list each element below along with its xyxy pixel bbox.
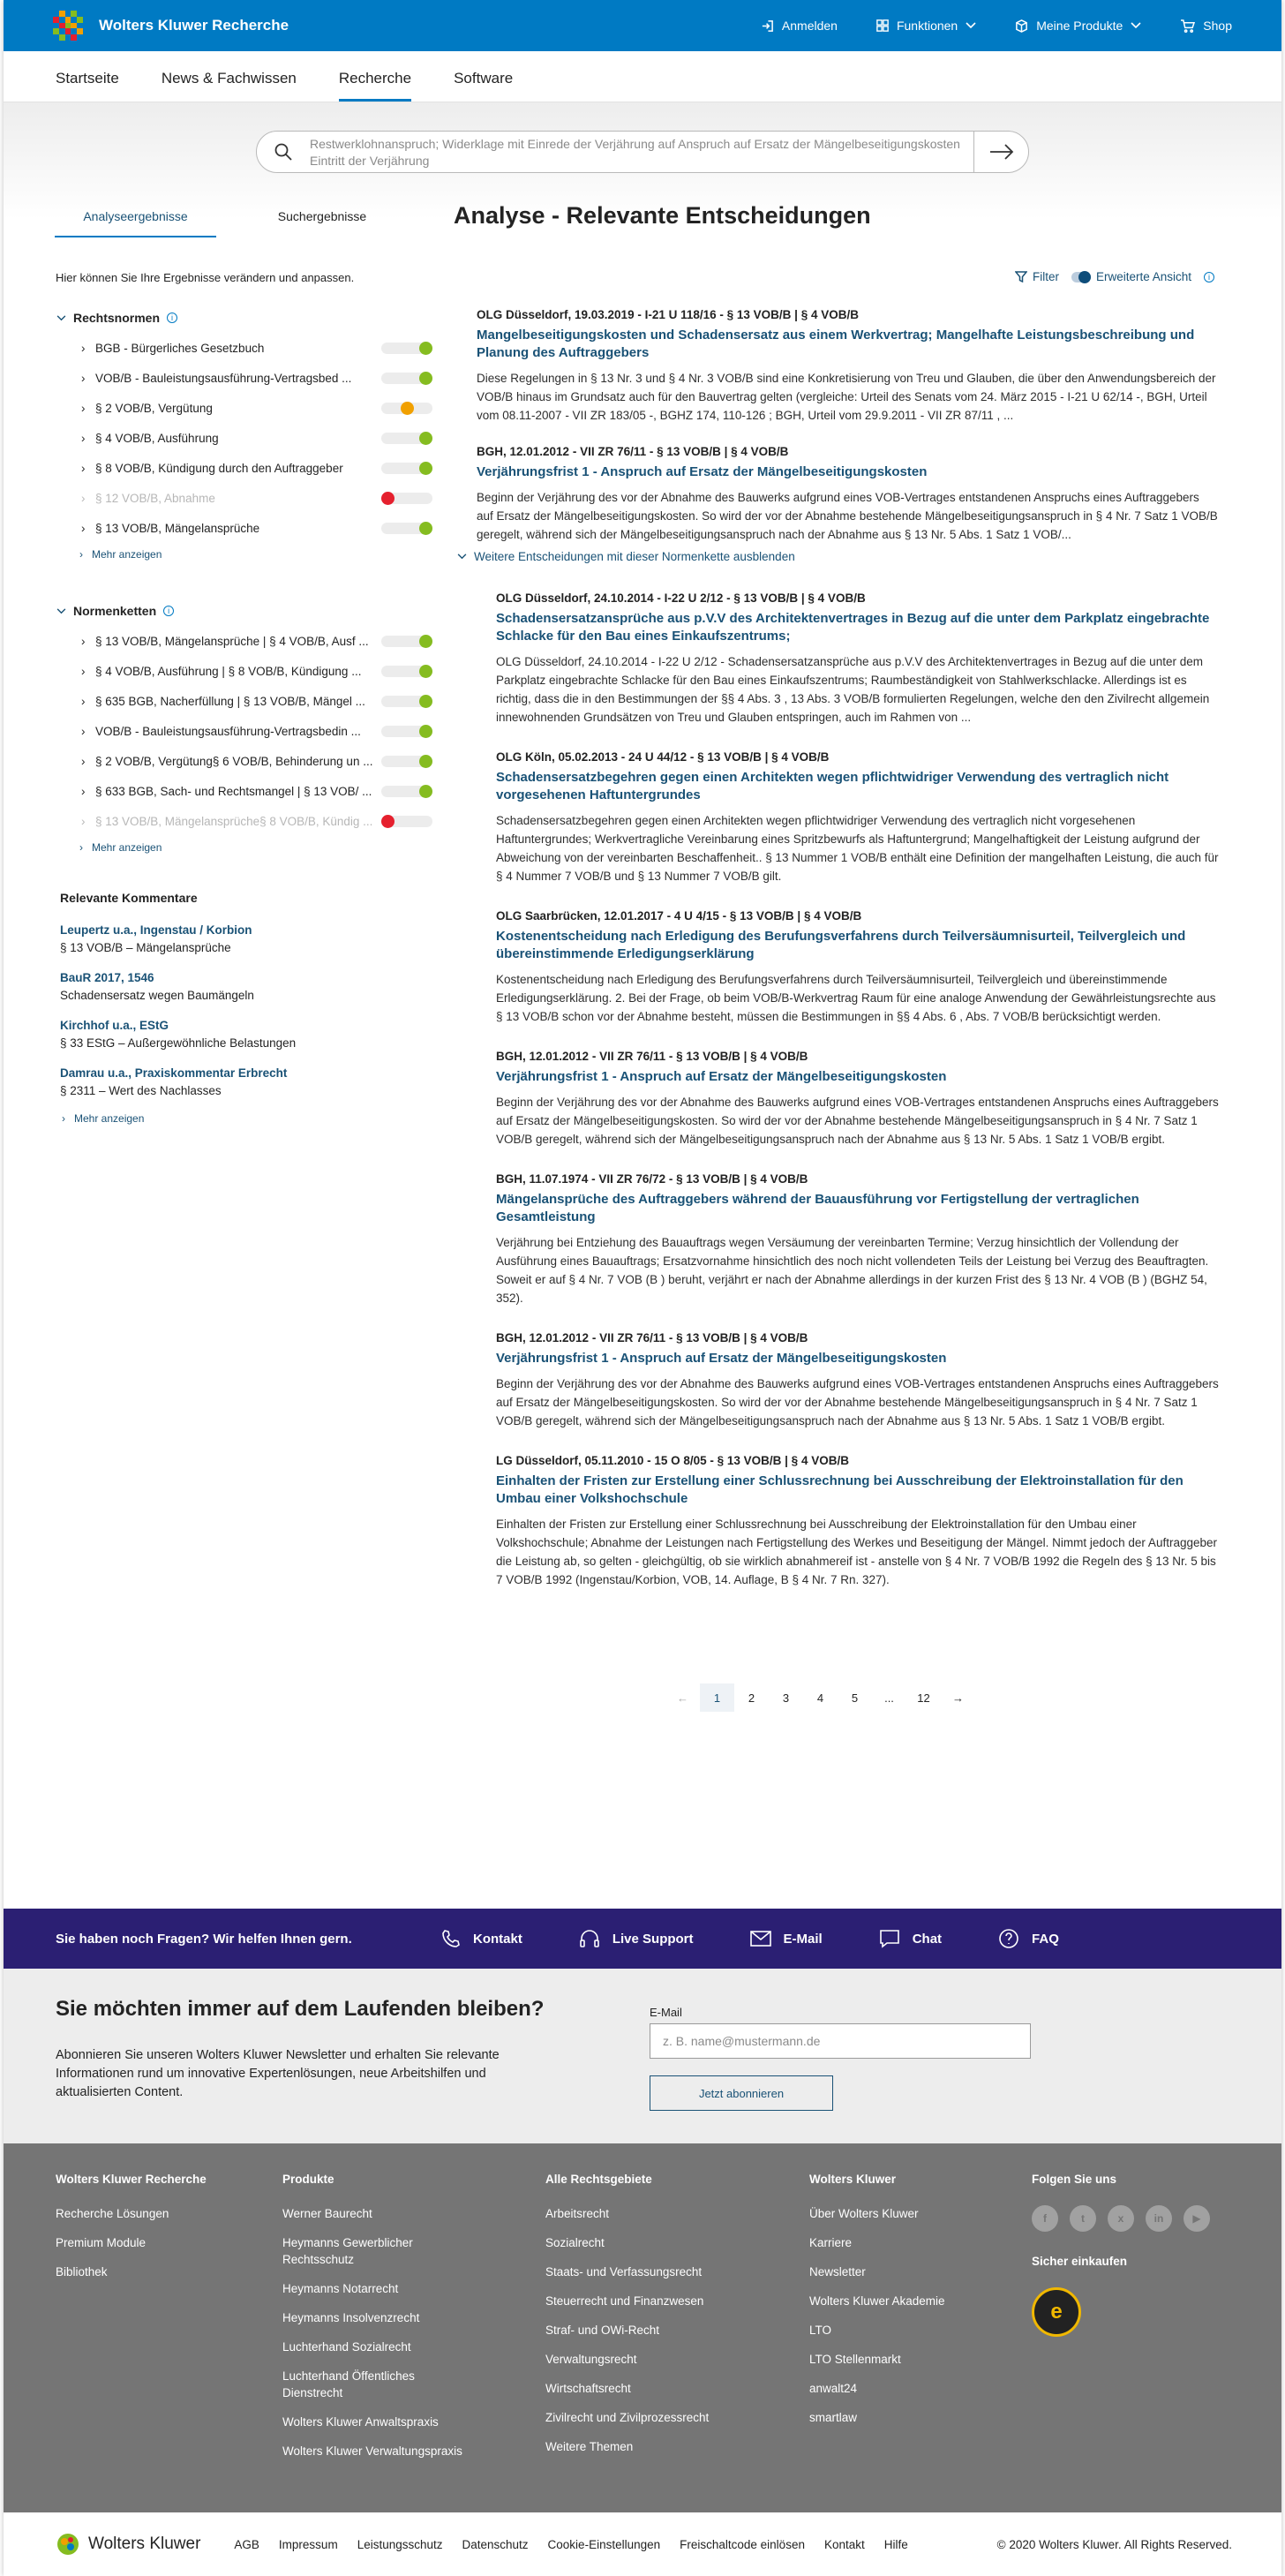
logo-icon — [56, 2533, 79, 2556]
footer-link[interactable]: Luchterhand Sozialrecht — [282, 2340, 411, 2354]
results-content — [4, 202, 1281, 1909]
footer-link[interactable]: Bibliothek — [56, 2265, 108, 2278]
result-item — [496, 1049, 1221, 1149]
normenketten-item[interactable] — [56, 626, 436, 656]
status-toggle[interactable] — [381, 726, 432, 737]
kommentar-item[interactable] — [60, 1065, 436, 1100]
chevron-right-icon: › — [81, 521, 86, 535]
footer-link[interactable]: Steuerrecht und Finanzwesen — [545, 2294, 704, 2308]
linkedin-icon[interactable]: in — [1146, 2205, 1172, 2232]
top-bar — [4, 0, 1281, 51]
faq-link[interactable]: FAQ — [998, 1928, 1059, 1949]
status-dot — [419, 635, 432, 648]
footer-link[interactable]: Wolters Kluwer Anwaltspraxis — [282, 2415, 439, 2429]
result-meta: BGH, 12.01.2012 - VII ZR 76/11 - § 13 VOB/B | § 4 VOB/B — [477, 445, 789, 458]
status-dot — [419, 695, 432, 708]
result-snippet: Beginn der Verjährung des vor der Abnahme des Bauwerks aufgrund eines VOB-Vertrages entstandenen Anspruchs eines Auftraggebers auf Ersatz der Mängelbeseitigungskosten. So wird der vor der Abnahme bestehende Mängelbeseitigungsanspruch in § 4 Nr. 7 Satz 1 VOB/B geregelt, während sich der Mängelbeseitigungsanspruch nach der Abnahme aus § 13 Nr. 5 Abs. 1 Satz 1 VOB/B ergibt. — [496, 1096, 1219, 1146]
info-icon[interactable]: i — [1204, 272, 1214, 282]
box-icon — [1015, 19, 1028, 33]
page-5[interactable]: 5 — [851, 1691, 859, 1705]
result-title-link[interactable]: Schadensersatzbegehren gegen einen Architekten wegen pflichtwidriger Verwendung des vertraglich nicht vorgesehenen Haftuntergrundes — [496, 770, 1169, 802]
normenketten-more-link[interactable]: › Mehr anzeigen — [79, 841, 162, 854]
datenschutz-link[interactable]: Datenschutz — [462, 2537, 529, 2551]
result-meta: LG Düsseldorf, 05.11.2010 - 15 O 8/05 - § 13 VOB/B | § 4 VOB/B — [496, 1454, 849, 1467]
chevron-right-icon: › — [81, 491, 86, 505]
headset-icon — [579, 1929, 600, 1948]
bottom-logo[interactable]: Wolters Kluwer — [56, 2533, 200, 2556]
page-ellipsis: ... — [884, 1691, 894, 1705]
newsletter-title: Sie möchten immer auf dem Laufenden bleiben? — [56, 1997, 545, 2021]
chevron-right-icon: › — [81, 341, 86, 355]
agb-link[interactable]: AGB — [234, 2537, 259, 2551]
safe-shopping-title: Sicher einkaufen — [1032, 2255, 1128, 2268]
normenketten-item[interactable] — [56, 776, 436, 806]
hilfe-link[interactable]: Hilfe — [883, 2537, 908, 2551]
search-submit-button[interactable] — [973, 132, 1028, 172]
result-item — [496, 1330, 1221, 1430]
normenketten-item-label: § 13 VOB/B, Mängelansprüche§ 8 VOB/B, Kündig ... — [95, 814, 373, 828]
footer-link[interactable]: Heymanns Insolvenzrecht — [282, 2311, 420, 2324]
kommentar-item[interactable] — [60, 922, 436, 957]
footer-link[interactable]: LTO — [809, 2324, 832, 2337]
rechtsnormen-item-label: § 13 VOB/B, Mängelansprüche — [95, 521, 260, 535]
live-support-link[interactable]: Live Support — [579, 1929, 694, 1948]
status-toggle[interactable] — [381, 343, 432, 354]
shop-link[interactable]: Shop — [1180, 19, 1232, 33]
result-snippet: Diese Regelungen in § 13 Nr. 3 und § 4 Nr. 3 VOB/B sind eine Konkretisierung von Treu und Glauben, die über den Anwendungsbereich der VOB/B hinaus im Grundsatz auch für den Bauvertrag gelten (vergleiche: Urteil des Senats vom 24. März 2015 - I-21 U 62/14 -, BGH, Urteil vom 08.11-2007 - VII ZR 183/05 -, BGHZ 174, 110-126 ; BGH, Urteil vom 29.9.2011 - VII ZR 87/11 , ... — [477, 372, 1216, 422]
status-toggle[interactable] — [381, 493, 432, 504]
footer-link[interactable]: Wolters Kluwer Verwaltungspraxis — [282, 2444, 462, 2458]
footer-link[interactable]: Über Wolters Kluwer — [809, 2207, 919, 2220]
email-link[interactable]: E-Mail — [750, 1931, 823, 1947]
footer-col-title: Alle Rechtsgebiete — [545, 2173, 652, 2186]
footer-link[interactable]: Straf- und OWi-Recht — [545, 2324, 660, 2337]
status-toggle[interactable] — [381, 433, 432, 444]
normenketten-item[interactable] — [56, 746, 436, 776]
footer-link[interactable]: Arbeitsrecht — [545, 2207, 610, 2220]
result-item — [496, 1171, 1221, 1307]
footer-col-title: Wolters Kluwer Recherche — [56, 2173, 207, 2186]
status-toggle[interactable] — [381, 636, 432, 647]
newsletter-text: Abonnieren Sie unseren Wolters Kluwer Newsletter und erhalten Sie relevante Informationen rund um innovative Expertenlösungen, neue Arbeitshilfen und aktualisierten Content. — [56, 2048, 500, 2099]
chevron-right-icon: › — [81, 634, 86, 648]
left-hint: Hier können Sie Ihre Ergebnisse verändern und anpassen. — [56, 271, 355, 284]
toggle-switch[interactable] — [1071, 272, 1091, 282]
normenketten-item-label: § 4 VOB/B, Ausführung | § 8 VOB/B, Kündigung ... — [95, 664, 362, 678]
result-snippet: Einhalten der Fristen zur Erstellung einer Schlussrechnung bei Ausschreibung der Elektroinstallation für den Umbau einer Volkshochschule; Abnahme der Leistungen nach Fertigstellung des Werkes und Beseitigung der Mängel. Nimmt jedoch der Auftraggeber die Leistung ab, so gelten - gleichgültig, ob sie wirklich abnahmereif ist - anstelle von § 4 Nr. 7 VOB/B 1992 die Regeln des § 13 Nr. 5 bis 7 VOB/B 1992 (Ingenstau/Korbion, VOB, 14. Auflage, B § 4 Nr. 7 Rn. 327). — [496, 1518, 1217, 1586]
result-tabs — [55, 209, 375, 237]
footer-link[interactable]: Weitere Themen — [545, 2440, 634, 2453]
sub-results-list — [496, 591, 1221, 1612]
footer-link[interactable]: Wolters Kluwer Akademie — [809, 2294, 945, 2308]
rechtsnormen-item[interactable] — [56, 363, 436, 393]
footer-col-wk — [809, 2173, 1003, 2438]
result-title-link[interactable]: Verjährungsfrist 1 - Anspruch auf Ersatz der Mängelbeseitigungskosten — [477, 464, 928, 479]
result-snippet: OLG Düsseldorf, 24.10.2014 - I-22 U 2/12 - Schadensersatzansprüche aus p.V.V des Architektenvertrages in Bezug auf die unter dem Parkplatz eingebrachte Schlacke für den Bau eines Einkaufszentrums; Raumbeständigkeit von Stahlwerkschlacke. Allerdings ist es richtig, dass die in den Bestimmungen der §§ 4 Abs. 3 , 13 Abs. 3 VOB/B formulierten Regelungen, welche den den Zivilrecht allgemein innewohnenden Grundsätzen von Treu und Glauben entspringen, auch im Rahmen von ... — [496, 655, 1210, 724]
status-toggle[interactable] — [381, 816, 432, 827]
kommentar-subtitle: § 2311 – Wert des Nachlasses — [60, 1084, 222, 1097]
help-circle-icon — [998, 1928, 1019, 1949]
brand-logo[interactable] — [53, 11, 289, 41]
result-title-link[interactable]: Verjährungsfrist 1 - Anspruch auf Ersatz der Mängelbeseitigungskosten — [496, 1351, 947, 1366]
chevron-down-icon — [56, 608, 66, 614]
footer-link[interactable]: Karriere — [809, 2236, 853, 2249]
chevron-right-icon: › — [81, 401, 86, 415]
footer-link[interactable]: Verwaltungsrecht — [545, 2353, 637, 2366]
status-dot — [419, 755, 432, 768]
chevron-down-icon — [1131, 22, 1141, 29]
result-meta: BGH, 12.01.2012 - VII ZR 76/11 - § 13 VOB/B | § 4 VOB/B — [496, 1050, 808, 1063]
result-snippet: Kostenentscheidung nach Erledigung des Berufungsverfahrens durch Teilversäumnisurteil, Teilvergleich und übereinstimmende Erledigungserklärung. 2. Bei der Frage, ob beim VOB/B-Werkvertrag Raum für eine analoge Anwendung der Gewährleistungsrechte aus § 13 VOB/B schon vor der Abnahme besteht, müssen die Bestimmungen in §§ 4 Abs. 6 , Abs. 7 VOB/B berücksichtigt werden. — [496, 973, 1216, 1023]
functions-menu[interactable]: Funktionen — [876, 19, 976, 33]
page-1[interactable]: 1 — [700, 1683, 734, 1712]
kommentar-title[interactable]: Leupertz u.a., Ingenstau / Korbion — [60, 923, 252, 937]
extended-view-toggle[interactable]: Erweiterte Ansicht — [1071, 270, 1191, 283]
footer-link[interactable]: Heymanns Gewerblicher Rechtsschutz — [282, 2236, 413, 2266]
rechtsnormen-item[interactable] — [56, 393, 436, 423]
result-title-link[interactable]: Schadensersatzansprüche aus p.V.V des Architektenvertrages in Bezug auf die unter dem Parkplatz eingebrachte Schlacke für den Bau eines Einkaufszentrums; — [496, 611, 1210, 644]
status-toggle[interactable] — [381, 666, 432, 677]
footer-link[interactable]: Heymanns Notarrecht — [282, 2282, 399, 2295]
chevron-right-icon: › — [81, 371, 86, 385]
page-title: Analyse - Relevante Entscheidungen — [454, 202, 871, 229]
footer-link[interactable]: Staats- und Verfassungsrecht — [545, 2265, 703, 2278]
status-dot — [419, 342, 432, 355]
rechtsnormen-item-label: § 2 VOB/B, Vergütung — [95, 401, 213, 415]
result-meta: BGH, 12.01.2012 - VII ZR 76/11 - § 13 VOB/B | § 4 VOB/B — [496, 1331, 808, 1344]
bottom-bar — [4, 2512, 1281, 2576]
search-input[interactable]: Restwerklohnanspruch; Widerklage mit Einrede der Verjährung auf Anspruch auf Ersatz der Mängelbeseitigungskosten Eintritt der Verjährung — [310, 137, 960, 168]
nav-software[interactable]: Software — [454, 70, 514, 87]
kommentar-subtitle: Schadensersatz wegen Baumängeln — [60, 989, 254, 1002]
tab-analyse[interactable]: Analyseergebnisse — [55, 209, 216, 237]
footer-link[interactable]: anwalt24 — [809, 2382, 858, 2395]
result-snippet: Schadensersatzbegehren gegen einen Architekten wegen pflichtwidriger Verwendung des vertraglich nicht vorgesehenen Haftuntergrundes; Werkvertragliche Vereinbarung eines Spritzbewurfs als Haftuntergrund; Mangelhaftigkeit der Leistung aufgrund der Abweichung von der vereinbarten Beschaffenheit.. § 13 Nummer 1 VOB/B enthält eine Definition der mangelhaften Leistung, die auch für § 4 Nummer 7 VOB/B und § 13 Nummer 7 VOB/B gilt. — [496, 814, 1219, 883]
status-toggle[interactable] — [381, 523, 432, 534]
footer-col-produkte — [282, 2173, 468, 2472]
newsletter-section — [4, 1969, 1281, 2143]
rechtsnormen-item[interactable] — [56, 333, 436, 363]
kontakt-link[interactable]: Kontakt — [823, 2537, 865, 2551]
help-question: Sie haben noch Fragen? Wir helfen Ihnen gern. — [56, 1931, 352, 1947]
kommentar-title[interactable]: Damrau u.a., Praxiskommentar Erbrecht — [60, 1066, 288, 1080]
chevron-right-icon: › — [81, 431, 86, 445]
footer-link[interactable]: Werner Baurecht — [282, 2207, 372, 2220]
cart-icon — [1180, 19, 1195, 33]
result-title-link[interactable]: Mangelbeseitigungskosten und Schadensersatz aus einem Werkvertrag; Mangelhafte Leistungsbeschreibung und Planung des Auftraggebers — [477, 328, 1195, 360]
chat-icon — [879, 1929, 900, 1948]
footer — [4, 2143, 1281, 2512]
footer-col-title: Wolters Kluwer — [809, 2173, 897, 2186]
status-dot — [419, 665, 432, 678]
kommentare-list — [60, 922, 436, 1100]
brand-name: Wolters Kluwer Recherche — [99, 17, 289, 34]
result-meta: OLG Düsseldorf, 19.03.2019 - I-21 U 118/16 - § 13 VOB/B | § 4 VOB/B — [477, 308, 859, 321]
pagination — [665, 1683, 975, 1712]
chevron-right-icon: › — [62, 1112, 65, 1125]
footer-link[interactable]: Recherche Lösungen — [56, 2207, 169, 2220]
rechtsnormen-item[interactable] — [56, 513, 436, 543]
chevron-down-icon — [457, 554, 467, 560]
status-dot — [419, 785, 432, 798]
tab-suche[interactable]: Suchergebnisse — [277, 209, 367, 223]
leistungsschutz-link[interactable]: Leistungsschutz — [357, 2537, 443, 2551]
chevron-right-icon: › — [79, 841, 83, 854]
trusted-shops-seal-icon[interactable]: e — [1032, 2287, 1081, 2337]
filter-bar — [1015, 270, 1214, 283]
mail-icon — [750, 1931, 771, 1947]
result-title-link[interactable]: Mängelansprüche des Auftraggebers während der Bauausführung vor Fertigstellung der vertraglichen Gesamtleistung — [496, 1192, 1139, 1224]
status-toggle[interactable] — [381, 696, 432, 707]
nav-startseite[interactable]: Startseite — [56, 70, 119, 87]
left-filters — [56, 308, 436, 1125]
normenketten-header[interactable]: Normenketten i — [56, 601, 436, 621]
result-meta: OLG Köln, 05.02.2013 - 24 U 44/12 - § 13 VOB/B | § 4 VOB/B — [496, 750, 830, 764]
nav-news[interactable]: News & Fachwissen — [161, 70, 297, 87]
result-title-link[interactable]: Verjährungsfrist 1 - Anspruch auf Ersatz der Mängelbeseitigungskosten — [496, 1069, 947, 1084]
chevron-right-icon: › — [81, 724, 86, 738]
rechtsnormen-item[interactable] — [56, 453, 436, 483]
rechtsnormen-item-label: VOB/B - Bauleistungsausführung-Vertragsbed ... — [95, 371, 352, 385]
rechtsnormen-item-label: § 8 VOB/B, Kündigung durch den Auftraggeber — [95, 461, 343, 475]
normenketten-list — [56, 626, 436, 836]
status-dot — [381, 815, 395, 828]
status-toggle[interactable] — [381, 463, 432, 474]
facebook-icon[interactable]: f — [1032, 2205, 1058, 2232]
normenketten-item-label: VOB/B - Bauleistungsausführung-Vertragsbedin ... — [95, 724, 361, 738]
kommentar-subtitle: § 13 VOB/B – Mängelansprüche — [60, 941, 231, 954]
normenketten-item-label: § 13 VOB/B, Mängelansprüche | § 4 VOB/B, Ausf ... — [95, 634, 369, 648]
status-toggle[interactable] — [381, 756, 432, 767]
filter-icon — [1015, 271, 1027, 282]
chevron-right-icon: › — [79, 548, 83, 561]
info-icon[interactable]: i — [167, 313, 177, 323]
chevron-right-icon: › — [81, 784, 86, 798]
chevron-down-icon — [966, 22, 976, 29]
chevron-right-icon: › — [81, 754, 86, 768]
footer-link[interactable]: Sozialrecht — [545, 2236, 605, 2249]
footer-col-title: Produkte — [282, 2173, 334, 2186]
phone-icon — [441, 1929, 461, 1948]
rechtsnormen-more-link[interactable]: › Mehr anzeigen — [79, 548, 162, 561]
cookie-link[interactable]: Cookie-Einstellungen — [547, 2537, 661, 2551]
rechtsnormen-item[interactable] — [56, 483, 436, 513]
filter-button[interactable]: Filter — [1015, 270, 1059, 283]
prev-page-arrow-icon[interactable]: ← — [677, 1691, 688, 1705]
follow-title: Folgen Sie uns — [1032, 2173, 1117, 2186]
result-item — [496, 591, 1221, 727]
main-nav — [4, 51, 1281, 102]
result-title-link[interactable]: Einhalten der Fristen zur Erstellung einer Schlussrechnung bei Ausschreibung der Elektroinstallation für den Umbau einer Volkshochschule — [496, 1473, 1184, 1506]
status-dot — [419, 725, 432, 738]
subscribe-button[interactable]: Jetzt abonnieren — [650, 2075, 833, 2111]
freischaltcode-link[interactable]: Freischaltcode einlösen — [680, 2537, 805, 2551]
footer-col-rechtsgebiete — [545, 2173, 757, 2467]
hide-more-decisions-link[interactable]: Weitere Entscheidungen mit dieser Normenkette ausblenden — [457, 550, 795, 563]
kommentare-header: Relevante Kommentare — [60, 891, 198, 905]
footer-link[interactable]: Zivilrecht und Zivilprozessrecht — [545, 2411, 710, 2424]
arrow-right-icon — [989, 144, 1014, 160]
rechtsnormen-item-label: § 4 VOB/B, Ausführung — [95, 431, 219, 445]
footer-link[interactable]: Premium Module — [56, 2236, 147, 2249]
email-input[interactable]: z. B. name@mustermann.de — [650, 2023, 1031, 2059]
nav-recherche[interactable]: Recherche — [339, 70, 411, 102]
page-4[interactable]: 4 — [816, 1691, 824, 1705]
copyright: © 2020 Wolters Kluwer. All Rights Reserved. — [996, 2537, 1232, 2551]
normenketten-item-label: § 635 BGB, Nacherfüllung | § 13 VOB/B, Mängel ... — [95, 694, 365, 708]
kommentar-item[interactable] — [60, 1017, 436, 1052]
normenketten-item[interactable] — [56, 716, 436, 746]
status-toggle[interactable] — [381, 786, 432, 797]
rechtsnormen-item[interactable] — [56, 423, 436, 453]
page-2[interactable]: 2 — [748, 1691, 755, 1705]
kommentar-title[interactable]: Kirchhof u.a., EStG — [60, 1019, 169, 1032]
products-menu[interactable]: Meine Produkte — [1015, 19, 1141, 33]
result-item — [496, 908, 1221, 1026]
rechtsnormen-item-label: § 12 VOB/B, Abnahme — [95, 491, 215, 505]
result-meta: OLG Düsseldorf, 24.10.2014 - I-22 U 2/12 - § 13 VOB/B | § 4 VOB/B — [496, 591, 866, 605]
xing-icon[interactable]: x — [1108, 2205, 1134, 2232]
normenketten-item-label: § 633 BGB, Sach- und Rechtsmangel | § 13 VOB/ ... — [95, 784, 372, 798]
result-snippet: Verjährung bei Entziehung des Bauauftrags wegen Versäumung der vereinbarten Termine; Verzug hinsichtlich der Vollendung der Ausführung eines Bauauftrags; Ersatzvornahme hinsichtlich des noch nicht vollendeten Teils der Leistung bei Verzug des Beauftragten. Soweit er auf § 4 Nr. 7 VOB (B ) beruht, verjährt er nach der Abnahme allerdings in der kurzen Frist des § 13 Nr. 4 VOB (B ) (BGHZ 54, 352). — [496, 1236, 1209, 1305]
footer-col-social — [1032, 2173, 1244, 2337]
email-label: E-Mail — [650, 2006, 682, 2019]
status-dot — [419, 432, 432, 445]
logo-icon — [53, 11, 83, 41]
result-item — [477, 444, 1218, 544]
chevron-down-icon — [56, 315, 66, 321]
kommentar-title[interactable]: BauR 2017, 1546 — [60, 971, 154, 984]
footer-link[interactable]: smartlaw — [809, 2411, 858, 2424]
result-title-link[interactable]: Kostenentscheidung nach Erledigung des Berufungsverfahrens durch Teilversäumnisurteil, Teilvergleich und übereinstimmende Erledigungserklärung — [496, 929, 1186, 961]
footer-link[interactable]: Newsletter — [809, 2265, 866, 2278]
status-dot — [381, 492, 395, 505]
login-icon — [761, 19, 774, 33]
chat-link[interactable]: Chat — [879, 1929, 942, 1948]
rechtsnormen-header[interactable]: Rechtsnormen i — [56, 308, 436, 328]
footer-col-recherche — [56, 2173, 250, 2293]
contact-link[interactable]: Kontakt — [441, 1929, 522, 1948]
grid-icon — [876, 19, 889, 32]
result-meta: OLG Saarbrücken, 12.01.2017 - 4 U 4/15 - § 13 VOB/B | § 4 VOB/B — [496, 909, 862, 923]
normenketten-item-label: § 2 VOB/B, Vergütung§ 6 VOB/B, Behinderung un ... — [95, 754, 373, 768]
info-icon[interactable]: i — [163, 606, 174, 616]
search-box[interactable] — [256, 131, 1029, 173]
impressum-link[interactable]: Impressum — [278, 2537, 338, 2551]
footer-link[interactable]: Wirtschaftsrecht — [545, 2382, 631, 2395]
status-dot — [401, 402, 414, 415]
result-snippet: Beginn der Verjährung des vor der Abnahme des Bauwerks aufgrund eines VOB-Vertrages entstandenen Anspruchs eines Auftraggebers auf Ersatz der Mängelbeseitigungskosten. So wird der vor der Abnahme bestehende Mängelbeseitigungsanspruch in § 4 Nr. 7 Satz 1 VOB/B geregelt, während sich der Mängelbeseitigungsanspruch nach der Abnahme aus § 13 Nr. 5 Abs. 1 Satz 1 VOB/B ergibt. — [496, 1377, 1219, 1427]
chevron-right-icon: › — [81, 461, 86, 475]
help-band — [4, 1909, 1281, 1969]
kommentar-item[interactable] — [60, 969, 436, 1005]
status-dot — [419, 522, 432, 535]
chevron-right-icon: › — [81, 814, 86, 828]
next-page-arrow-icon[interactable]: → — [952, 1691, 964, 1705]
normenketten-item[interactable] — [56, 656, 436, 686]
footer-link[interactable]: LTO Stellenmarkt — [809, 2353, 901, 2366]
youtube-icon[interactable]: ▶ — [1184, 2205, 1210, 2232]
status-dot — [419, 462, 432, 475]
result-item — [477, 307, 1218, 425]
login-link[interactable]: Anmelden — [761, 19, 838, 33]
result-snippet: Beginn der Verjährung des vor der Abnahme des Bauwerks aufgrund eines VOB-Vertrages entstandenen Anspruchs eines Auftraggebers auf Ersatz der Mängelbeseitigungskosten. So wird der vor der Abnahme bestehende Mängelbeseitigungsanspruch in § 4 Nr. 7 Satz 1 VOB/B geregelt, während sich der Mängelbeseitigungsanspruch nach der Abnahme aus § 13 Nr. 5 Abs. 1 Satz 1 VOB/... — [477, 491, 1218, 541]
result-item — [496, 1453, 1221, 1589]
footer-link[interactable]: Luchterhand Öffentliches Dienstrecht — [282, 2369, 415, 2399]
normenketten-item[interactable] — [56, 686, 436, 716]
search-icon — [274, 143, 292, 161]
status-toggle[interactable] — [381, 403, 432, 414]
status-toggle[interactable] — [381, 373, 432, 384]
normenketten-item[interactable] — [56, 806, 436, 836]
page-12[interactable]: 12 — [917, 1691, 930, 1705]
chevron-right-icon: › — [81, 694, 86, 708]
result-item — [496, 749, 1221, 885]
kommentar-subtitle: § 33 EStG – Außergewöhnliche Belastungen — [60, 1036, 297, 1050]
results-list — [477, 307, 1218, 567]
page-3[interactable]: 3 — [782, 1691, 790, 1705]
rechtsnormen-item-label: BGB - Bürgerliches Gesetzbuch — [95, 341, 265, 355]
twitter-icon[interactable]: t — [1070, 2205, 1096, 2232]
result-meta: BGH, 11.07.1974 - VII ZR 76/72 - § 13 VOB/B | § 4 VOB/B — [496, 1172, 808, 1186]
chevron-right-icon: › — [81, 664, 86, 678]
kommentare-more-link[interactable]: › Mehr anzeigen — [62, 1112, 145, 1125]
status-dot — [419, 372, 432, 385]
rechtsnormen-list — [56, 333, 436, 543]
